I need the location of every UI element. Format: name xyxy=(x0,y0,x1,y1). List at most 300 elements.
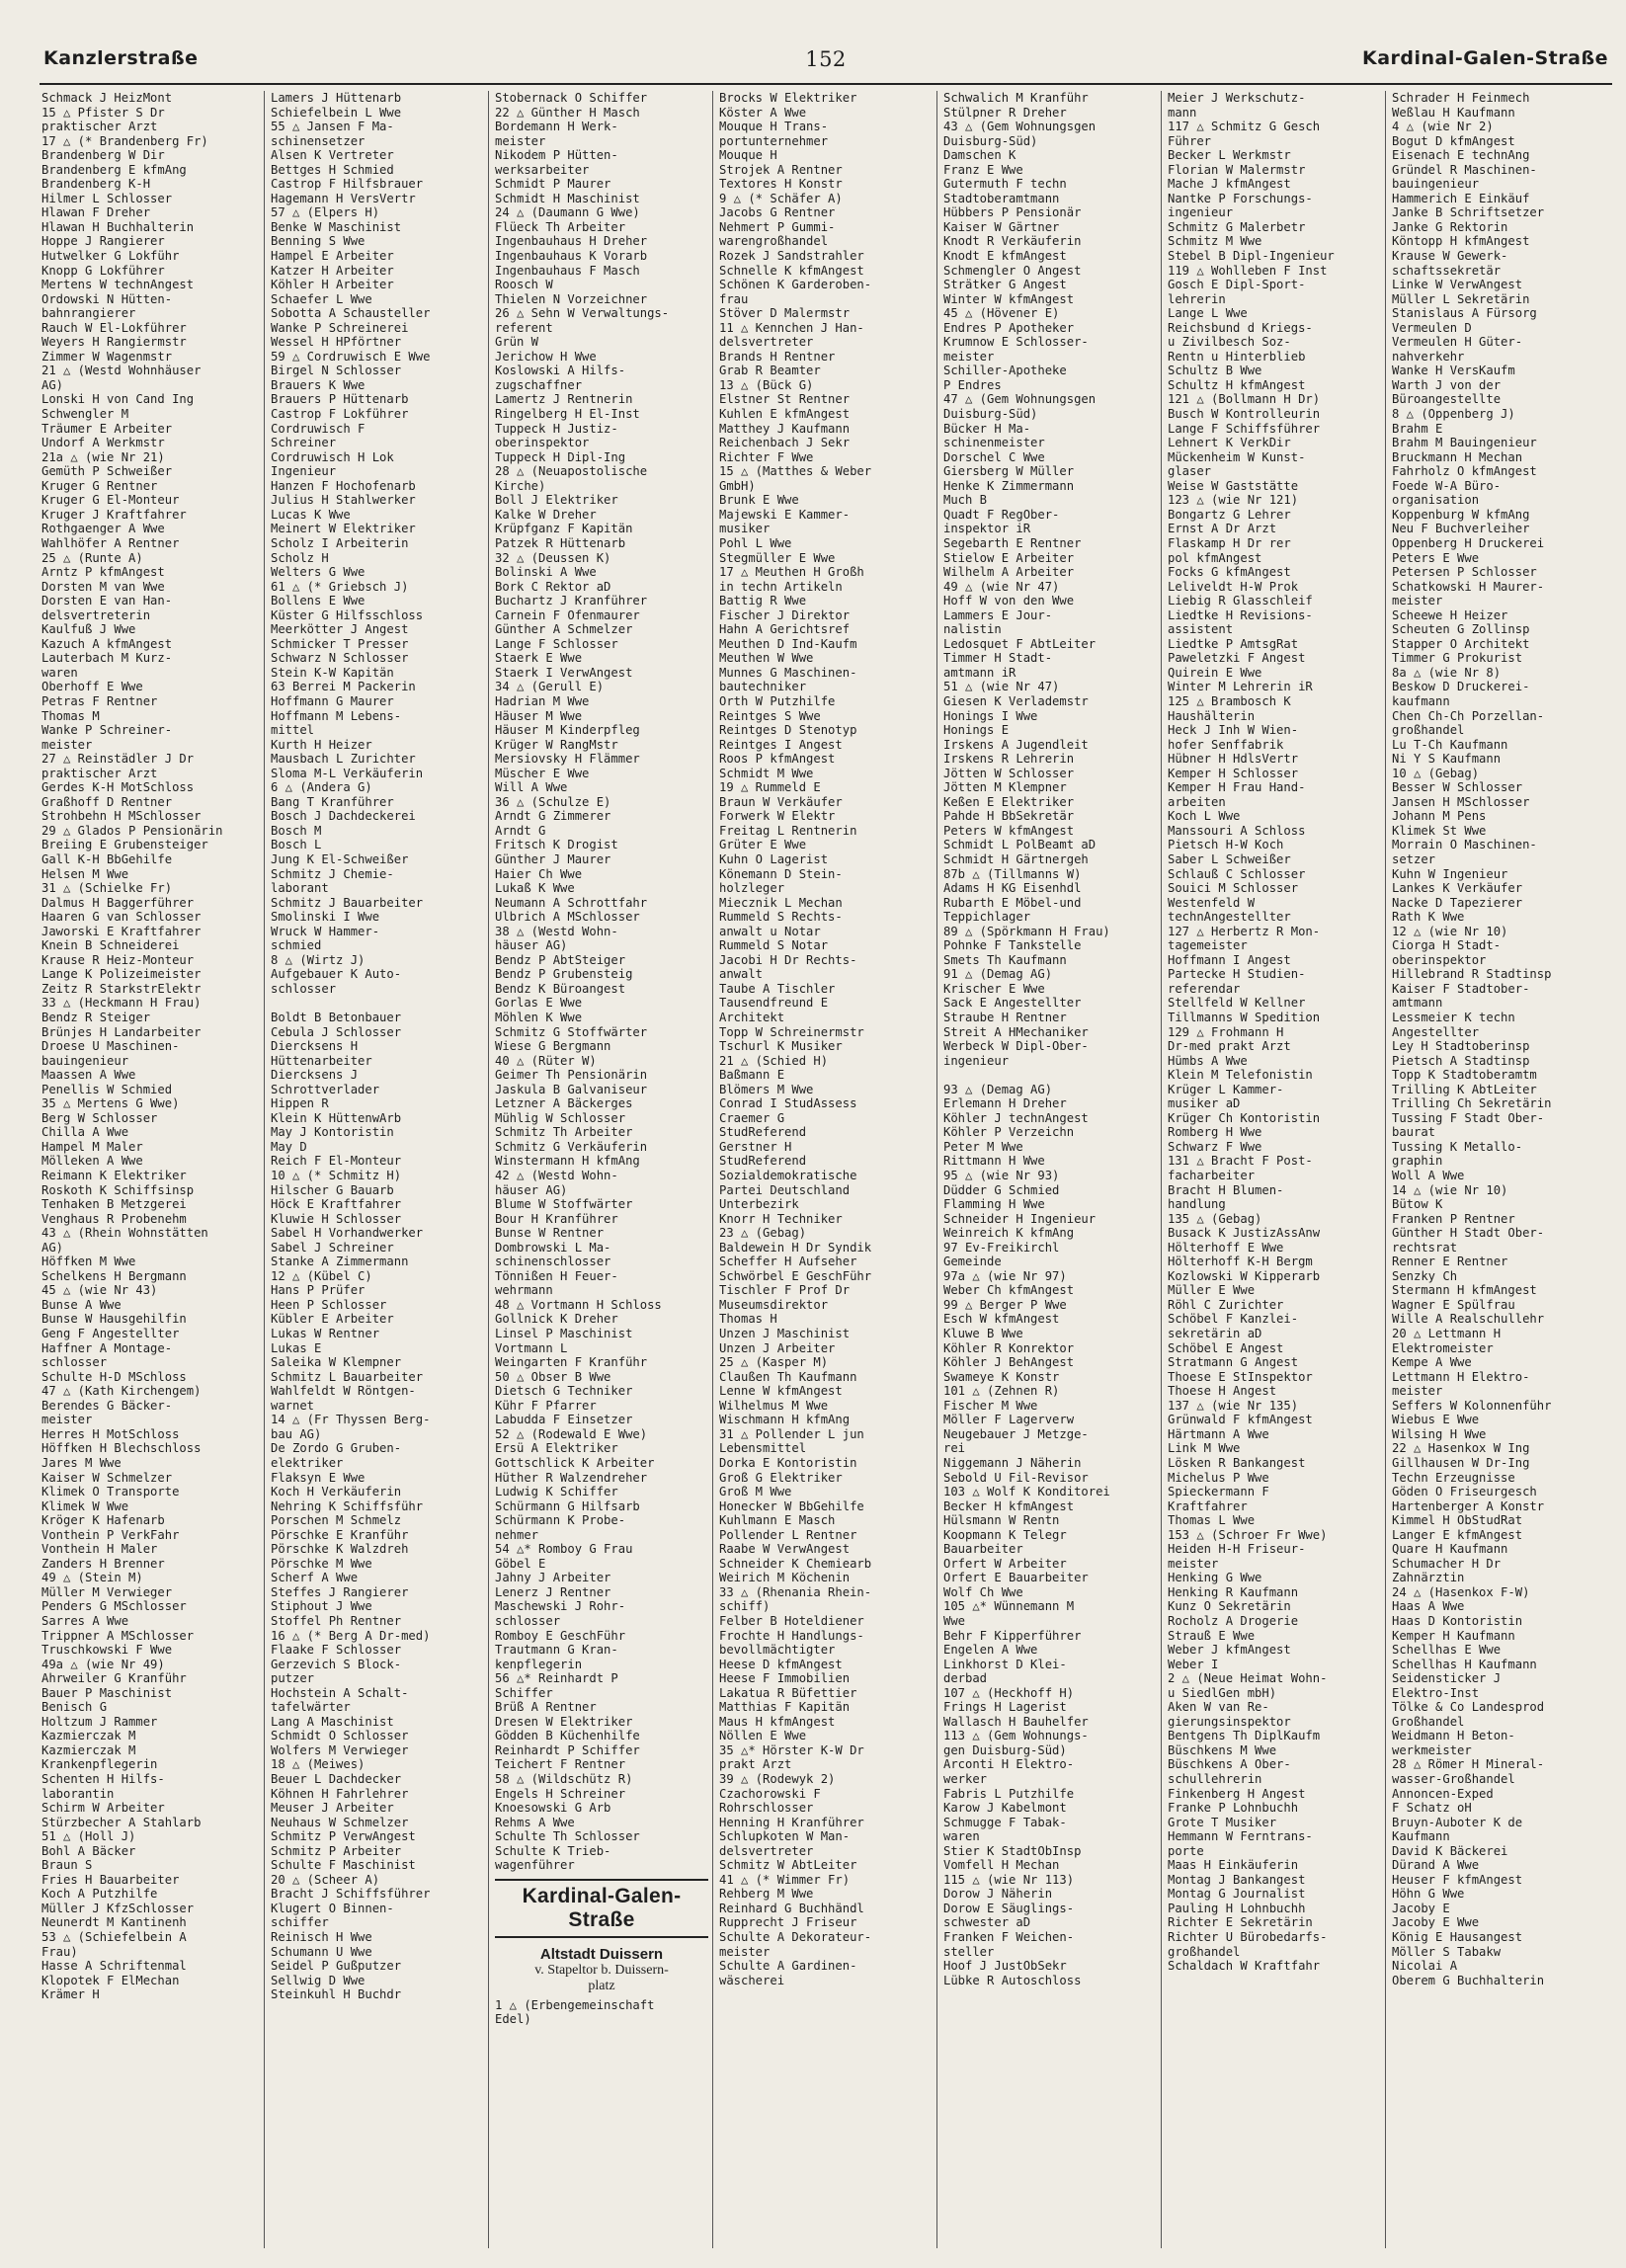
directory-entry: Chen Ch-Ch Porzellan- xyxy=(1392,708,1545,723)
directory-entry: 49a △ (wie Nr 49) xyxy=(41,1657,165,1671)
directory-entry: referent xyxy=(495,320,553,335)
directory-entry: 12 △ (wie Nr 10) xyxy=(1392,924,1508,938)
directory-entry: 11 △ Kennchen J Han- xyxy=(719,320,864,335)
directory-entry: Fritsch K Drogist xyxy=(495,838,618,852)
directory-entry: Frochte H Handlungs- xyxy=(719,1628,864,1643)
directory-entry: Becker H kfmAngest xyxy=(943,1498,1075,1513)
directory-entry: Claußen Th Kaufmann xyxy=(719,1369,857,1384)
directory-entry: Hüttenarbeiter xyxy=(271,1053,372,1068)
directory-entry: Engelen A Wwe xyxy=(943,1643,1038,1658)
directory-entry: Schmitz G Stoffwärter xyxy=(495,1024,648,1039)
directory-entry: Swameye K Konstr xyxy=(943,1369,1060,1384)
directory-entry: Schmitz Th Arbeiter xyxy=(495,1125,633,1140)
directory-entry: arbeiten xyxy=(1168,794,1226,809)
directory-entry: Lenne W kfmAngest xyxy=(719,1384,843,1399)
directory-entry: Tischler F Prof Dr xyxy=(719,1283,851,1298)
directory-entry: Carnein F Ofenmaurer xyxy=(495,608,640,622)
directory-entry: Oberem G Buchhalterin xyxy=(1392,1973,1545,1987)
directory-entry: Heuser F kfmAngest xyxy=(1392,1872,1523,1887)
directory-entry: 4 △ (wie Nr 2) xyxy=(1392,120,1494,134)
directory-entry: 113 △ (Gem Wohnungs- xyxy=(943,1729,1089,1743)
directory-entry: 42 △ (Westd Wohn- xyxy=(495,1169,618,1183)
directory-entry: 18 △ (Meiwes) xyxy=(271,1757,366,1772)
directory-entry: David K Bäckerei xyxy=(1392,1843,1508,1858)
directory-entry: 43 △ (Gem Wohnungsgen xyxy=(943,120,1097,134)
directory-entry: Knoesowski G Arb xyxy=(495,1801,611,1816)
directory-entry: Koch L Wwe xyxy=(1168,809,1241,824)
directory-entry: Schelkens H Bergmann xyxy=(41,1268,187,1283)
directory-entry: schmied xyxy=(271,938,322,953)
directory-entry: Katzer H Arbeiter xyxy=(271,263,394,278)
directory-entry: Henking G Wwe xyxy=(1168,1571,1262,1585)
directory-entry: 91 △ (Demag AG) xyxy=(943,967,1053,982)
directory-entry: Gorlas E Wwe xyxy=(495,996,583,1011)
directory-entry: Warth J von der xyxy=(1392,377,1502,392)
directory-entry: Arntz P kfmAngest xyxy=(41,565,165,580)
directory-entry: Dorsten M van Wwe xyxy=(41,579,165,594)
directory-entry: inspektor iR xyxy=(943,522,1031,536)
directory-entry: oberinspektor xyxy=(495,436,590,450)
directory-entry: Lukas E xyxy=(271,1340,322,1355)
directory-entry: Schwarz N Schlosser xyxy=(271,651,409,666)
directory-entry: Höhn G Wwe xyxy=(1392,1887,1465,1902)
directory-entry: Haas D Kontoristin xyxy=(1392,1613,1523,1628)
directory-entry: rei xyxy=(943,1441,966,1456)
directory-entry: Maschewski J Rohr- xyxy=(495,1599,626,1614)
directory-entry: meister xyxy=(943,349,995,364)
directory-entry: Trautmann G Kran- xyxy=(495,1643,618,1658)
directory-entry: Reintges I Angest xyxy=(719,737,843,752)
directory-entry: nahverkehr xyxy=(1392,349,1465,364)
directory-entry: Ernst A Dr Arzt xyxy=(1168,522,1277,536)
directory-entry: Stürzbecher A Stahlarb xyxy=(41,1815,202,1829)
directory-entry: Meier J Werkschutz- xyxy=(1168,91,1306,105)
directory-entry: Cordruwisch H Lok xyxy=(271,449,394,464)
directory-entry: 115 △ (wie Nr 113) xyxy=(943,1872,1075,1887)
directory-entry: Wiese G Bergmann xyxy=(495,1039,611,1054)
directory-entry: Langer E kfmAngest xyxy=(1392,1527,1523,1542)
directory-entry: Pohl L Wwe xyxy=(719,535,792,550)
directory-entry: Düdder G Schmied xyxy=(943,1182,1060,1197)
directory-entry: 119 △ Wohlleben F Inst xyxy=(1168,263,1328,278)
directory-entry: Techn Erzeugnisse xyxy=(1392,1470,1515,1485)
directory-entry: Schumacher H Dr xyxy=(1392,1556,1502,1571)
directory-entry: Reinhardt P Schiffer xyxy=(495,1742,640,1757)
directory-entry: Krüger Ch Kontoristin xyxy=(1168,1110,1321,1125)
directory-entry: nehmer xyxy=(495,1527,539,1542)
directory-entry: 9 △ (* Schäfer A) xyxy=(719,191,843,205)
directory-entry: wagenführer xyxy=(495,1858,575,1873)
directory-entry: Lakatua R Büfettier xyxy=(719,1685,857,1700)
directory-entry: Stanke A Zimmermann xyxy=(271,1255,409,1269)
directory-entry: Stapper O Architekt xyxy=(1392,636,1530,651)
directory-entry: Florian W Malermstr xyxy=(1168,162,1306,177)
directory-entry: Unterbezirk xyxy=(719,1197,799,1212)
directory-entry: Graßhoff D Rentner xyxy=(41,794,173,809)
directory-entry: Vermeulen D xyxy=(1392,320,1472,335)
directory-entry: Reintges S Wwe xyxy=(719,708,821,723)
directory-entry: Grünwald F kfmAngest xyxy=(1168,1413,1313,1427)
directory-entry: Gerzevich S Block- xyxy=(271,1657,402,1671)
directory-entry: Staerk E Wwe xyxy=(495,651,583,666)
directory-entry: Lessmeier K techn xyxy=(1392,1011,1515,1024)
directory-entry: Brahm E xyxy=(1392,421,1443,436)
directory-entry: Henning H Kranführer xyxy=(719,1815,864,1829)
directory-entry: Göbel E xyxy=(495,1556,546,1571)
directory-entry: Labudda F Einsetzer xyxy=(495,1413,633,1427)
directory-entry: Jaworski E Kraftfahrer xyxy=(41,924,202,938)
directory-entry: häuser AG) xyxy=(495,1182,568,1197)
directory-entry: Leliveldt H-W Prok xyxy=(1168,579,1299,594)
directory-entry: porte xyxy=(1168,1843,1204,1858)
directory-entry: 29 △ Glados P Pensionärin xyxy=(41,823,223,838)
directory-entry: Berendes G Bäcker- xyxy=(41,1398,173,1413)
directory-entry: Schiffer xyxy=(495,1685,553,1700)
directory-entry: steller xyxy=(943,1944,995,1959)
directory-entry: Möller S Tabakw xyxy=(1392,1944,1502,1959)
directory-entry: Erlemann H Dreher xyxy=(943,1096,1067,1111)
directory-entry: P Endres xyxy=(943,377,1002,392)
directory-entry: Droese U Maschinen- xyxy=(41,1039,180,1054)
directory-entry: 125 △ Brambosch K xyxy=(1168,693,1291,708)
directory-entry: Zimmer W Wagenmstr xyxy=(41,349,173,364)
directory-entry: Zanders H Brenner xyxy=(41,1556,165,1571)
directory-entry: Undorf A Werkmstr xyxy=(41,436,165,450)
directory-entry: Museumsdirektor xyxy=(719,1297,829,1312)
directory-entry: Kaiser W Schmelzer xyxy=(41,1470,173,1485)
directory-entry: Besser W Schlosser xyxy=(1392,780,1523,795)
directory-entry: Trilling K AbtLeiter xyxy=(1392,1082,1537,1096)
directory-entry: Köhler J BehAngest xyxy=(943,1355,1075,1370)
directory-entry: Kruger J Kraftfahrer xyxy=(41,507,187,522)
directory-entry: Hölterhoff E Wwe xyxy=(1168,1240,1284,1255)
directory-entry: Schultz B Wwe xyxy=(1168,364,1262,378)
directory-entry: meister xyxy=(495,133,546,148)
directory-entry: Müller M Verwieger xyxy=(41,1584,173,1599)
directory-entry: Elstner St Rentner xyxy=(719,392,851,407)
street-description: v. Stapeltor b. Duissern- xyxy=(534,1962,669,1978)
directory-entry: Flaskamp H Dr rer xyxy=(1168,535,1291,550)
directory-entry: Schlauß C Schlosser xyxy=(1168,866,1306,881)
directory-entry: Berg W Schlosser xyxy=(41,1110,158,1125)
directory-entry: Geimer Th Pensionärin xyxy=(495,1068,648,1083)
directory-entry: Liedtke P AmtsgRat xyxy=(1168,636,1299,651)
directory-entry: Battig R Wwe xyxy=(719,594,807,608)
directory-entry: Stellfeld W Kellner xyxy=(1168,996,1306,1011)
directory-entry: Jacobi H Dr Rechts- xyxy=(719,952,857,967)
directory-entry: 121 △ (Bollmann H Dr) xyxy=(1168,392,1321,407)
directory-entry: Roosch W xyxy=(495,278,553,292)
directory-entry: Pörschke M Wwe xyxy=(271,1556,372,1571)
directory-entry: Köhler H Arbeiter xyxy=(271,278,394,292)
directory-entry: 89 △ (Spörkmann H Frau) xyxy=(943,924,1110,938)
directory-entry: Wilhelmus M Wwe xyxy=(719,1398,829,1413)
directory-entry: Klimek W Wwe xyxy=(41,1498,129,1513)
directory-entry: Krüpfganz F Kapitän xyxy=(495,522,633,536)
directory-entry: Lehnert K VerkDir xyxy=(1168,436,1291,450)
directory-entry: baurat xyxy=(1392,1125,1436,1140)
directory-entry: Reinhard G Buchhändl xyxy=(719,1901,864,1915)
directory-entry: Linke W VerwAngest xyxy=(1392,278,1523,292)
directory-entry: Bracht H Blumen- xyxy=(1168,1182,1284,1197)
directory-entry: Ingenbauhaus F Masch xyxy=(495,263,640,278)
directory-entry: delsvertreterin xyxy=(41,608,151,622)
directory-entry: Miecznik L Mechan xyxy=(719,895,843,910)
directory-entry: Wolf Ch Wwe xyxy=(943,1584,1023,1599)
directory-entry: Lu T-Ch Kaufmann xyxy=(1392,737,1508,752)
directory-entry: Weingarten F Kranführ xyxy=(495,1355,648,1370)
directory-entry: Wilsing H Wwe xyxy=(1392,1426,1487,1441)
directory-entry: Nöllen E Wwe xyxy=(719,1729,807,1743)
directory-entry: Kuhlen E kfmAngest xyxy=(719,407,851,422)
directory-entry: 8 △ (Oppenberg J) xyxy=(1392,407,1515,422)
directory-entry: Dresen W Elektriker xyxy=(495,1714,633,1729)
directory-entry: Kluwie H Schlosser xyxy=(271,1211,402,1226)
directory-entry: Grüter E Wwe xyxy=(719,838,807,852)
directory-entry: Hübner H HdlsVertr xyxy=(1168,752,1299,767)
directory-entry: Schulte F Maschinist xyxy=(271,1858,416,1873)
directory-entry: 36 △ (Schulze E) xyxy=(495,794,611,809)
directory-entry: Ahrweiler G Kranführ xyxy=(41,1671,187,1686)
directory-entry: Müller J KfzSchlosser xyxy=(41,1901,195,1915)
directory-entry: kenpflegerin xyxy=(495,1657,583,1671)
directory-entry: Jacoby E Wwe xyxy=(1392,1915,1480,1930)
directory-entry: Hochstein A Schalt- xyxy=(271,1685,409,1700)
directory-entry: Koch H Verkäuferin xyxy=(271,1485,402,1499)
directory-entry: Kaiser F Stadtober- xyxy=(1392,981,1530,996)
directory-entry: Benning S Wwe xyxy=(271,234,366,249)
directory-entry: 52 △ (Rodewald E Wwe) xyxy=(495,1426,648,1441)
directory-entry: Senzky Ch xyxy=(1392,1268,1458,1283)
directory-entry: Streit A HMechaniker xyxy=(943,1024,1089,1039)
directory-entry: Gödden B Küchenhilfe xyxy=(495,1729,640,1743)
directory-entry: Nacke D Tapezierer xyxy=(1392,895,1523,910)
directory-entry: 35 △* Hörster K-W Dr xyxy=(719,1742,864,1757)
directory-entry: Duisburg-Süd) xyxy=(943,407,1038,422)
directory-entry: 19 △ Rummeld E xyxy=(719,780,821,795)
directory-entry: Schatkowski H Maurer- xyxy=(1392,579,1545,594)
directory-entry: 25 △ (Kasper M) xyxy=(719,1355,829,1370)
directory-entry: Paweletzki F Angest xyxy=(1168,651,1306,666)
directory-entry: Honecker W BbGehilfe xyxy=(719,1498,864,1513)
directory-entry: Schmengler O Angest xyxy=(943,263,1082,278)
directory-entry: Much B xyxy=(943,493,988,508)
directory-entry: Unzen J Maschinist xyxy=(719,1327,851,1341)
directory-entry: Koppenburg W kfmAng xyxy=(1392,507,1530,522)
directory-entry: 12 △ (Kübel C) xyxy=(271,1268,372,1283)
directory-entry: Winter W kfmAngest xyxy=(943,291,1075,306)
directory-entry: Jung K El-Schweißer xyxy=(271,851,409,866)
directory-entry: 50 △ Obser B Wwe xyxy=(495,1369,611,1384)
directory-entry: setzer xyxy=(1392,851,1436,866)
directory-entry: GmbH) xyxy=(719,478,756,493)
directory-entry: Boldt B Betonbauer xyxy=(271,1011,402,1024)
directory-entry: oberinspektor xyxy=(1392,952,1487,967)
directory-entry: Kaiser W Gärtner xyxy=(943,219,1060,234)
directory-entry: Schulte A Dekorateur- xyxy=(719,1930,872,1944)
directory-entry: Duisburg-Süd) xyxy=(943,133,1038,148)
directory-entry: Brandenberg E kfmAng xyxy=(41,162,187,177)
directory-entry: Adams H KG Eisenhdl xyxy=(943,881,1082,896)
directory-entry: Wanke P Schreinerei xyxy=(271,320,409,335)
directory-entry: Kazmierczak M xyxy=(41,1742,136,1757)
directory-entry: Maassen A Wwe xyxy=(41,1068,136,1083)
directory-entry: Seidel P Gußputzer xyxy=(271,1959,402,1974)
directory-entry: Pohnke F Tankstelle xyxy=(943,938,1082,953)
directory-entry: 34 △ (Gerull E) xyxy=(495,680,605,694)
directory-entry: Klimek O Transporte xyxy=(41,1485,180,1499)
directory-entry: Franz E Wwe xyxy=(943,162,1023,177)
directory-entry: Knodt R Verkäuferin xyxy=(943,234,1082,249)
directory-entry: tafelwärter xyxy=(271,1700,351,1715)
directory-entry: Meerkötter J Angest xyxy=(271,622,409,637)
directory-entry: Haffner A Montage- xyxy=(41,1340,173,1355)
directory-entry: Bollens E Wwe xyxy=(271,594,366,608)
directory-entry: 45 △ (Hövener E) xyxy=(943,306,1060,321)
directory-entry: Strohbehn H MSchlosser xyxy=(41,809,202,824)
directory-entry: König E Hausangest xyxy=(1392,1930,1523,1944)
directory-entry: 47 △ (Gem Wohnungsgen xyxy=(943,392,1097,407)
directory-entry: 49 △ (Stein M) xyxy=(41,1571,143,1585)
directory-entry: Gall K-H BbGehilfe xyxy=(41,851,173,866)
directory-entry: Mouque H Trans- xyxy=(719,120,829,134)
directory-entry: Tuppeck H Justiz- xyxy=(495,421,618,436)
directory-entry: Krüger W RangMstr xyxy=(495,737,618,752)
directory-entry: Ingenieur xyxy=(271,464,337,479)
directory-entry: Timmer G Prokurist xyxy=(1392,651,1523,666)
header-street-from: Kanzlerstraße xyxy=(43,47,199,69)
directory-entry: Büschkens A Ober- xyxy=(1168,1757,1291,1772)
directory-entry: Maas H Einkäuferin xyxy=(1168,1858,1299,1873)
directory-entry: Elektro-Inst xyxy=(1392,1685,1480,1700)
directory-entry: Spieckermann F xyxy=(1168,1485,1269,1499)
directory-entry: schinenschlosser xyxy=(495,1255,611,1269)
directory-entry: Oppenberg H Druckerei xyxy=(1392,535,1545,550)
directory-entry: meister xyxy=(41,1413,93,1427)
directory-entry: Sarres A Wwe xyxy=(41,1613,129,1628)
directory-entry: Quare H Kaufmann xyxy=(1392,1542,1508,1557)
directory-entry: Kirche) xyxy=(495,478,546,493)
directory-entry: Sozialdemokratische xyxy=(719,1169,857,1183)
directory-entry: Lamertz J Rentnerin xyxy=(495,392,633,407)
directory-entry: frau xyxy=(719,291,749,306)
header-street-to: Kardinal-Galen-Straße xyxy=(1361,47,1608,69)
directory-entry: praktischer Arzt xyxy=(41,120,158,134)
directory-entry: Gerdes K-H MotSchloss xyxy=(41,780,195,795)
directory-entry: 93 △ (Demag AG) xyxy=(943,1082,1053,1096)
directory-entry: Gemeinde xyxy=(943,1255,1002,1269)
directory-entry: Ciorga H Stadt- xyxy=(1392,938,1502,953)
directory-entry: Gutermuth F techn xyxy=(943,177,1067,192)
directory-entry: Kempe A Wwe xyxy=(1392,1355,1472,1370)
directory-entry: Hilscher G Bauarb xyxy=(271,1182,394,1197)
directory-entry xyxy=(943,1068,1157,1083)
directory-entry: 127 △ Herbertz R Mon- xyxy=(1168,924,1321,938)
directory-entry: Dr-med prakt Arzt xyxy=(1168,1039,1291,1054)
directory-entry: Woll A Wwe xyxy=(1392,1169,1465,1183)
directory-entry: Baldewein H Dr Syndik xyxy=(719,1240,872,1255)
directory-entry: wehrmann xyxy=(495,1283,553,1298)
directory-entry: Schöbel F Kanzlei- xyxy=(1168,1312,1299,1327)
directory-entry: putzer xyxy=(271,1671,315,1686)
directory-entry: Schmidt O Schlosser xyxy=(271,1729,409,1743)
directory-entry: Schaefer L Wwe xyxy=(271,291,372,306)
directory-entry: 2 △ (Neue Heimat Wohn- xyxy=(1168,1671,1328,1686)
directory-entry: Maus H kfmAngest xyxy=(719,1714,836,1729)
directory-entry: Hümbs A Wwe xyxy=(1168,1053,1248,1068)
directory-entry: Timmer H Stadt- xyxy=(943,651,1053,666)
directory-entry: Hoff W von den Wwe xyxy=(943,594,1075,608)
directory-entry: graphin xyxy=(1392,1154,1443,1169)
directory-entry: Scholz I Arbeiterin xyxy=(271,535,409,550)
directory-entry: Haier Ch Wwe xyxy=(495,866,583,881)
directory-entry: Bücker H Ma- xyxy=(943,421,1031,436)
directory-entry: 22 △ Hasenkox W Ing xyxy=(1392,1441,1530,1456)
directory-entry: Schiefelbein L Wwe xyxy=(271,105,402,120)
directory-entry: Helsen M Wwe xyxy=(41,866,129,881)
directory-entry: Orfert W Arbeiter xyxy=(943,1556,1067,1571)
directory-entry: Kurth H Heizer xyxy=(271,737,372,752)
directory-entry: 53 △ (Schiefelbein A xyxy=(41,1930,187,1944)
directory-entry: holzleger xyxy=(719,881,785,896)
directory-entry: Günther A Schmelzer xyxy=(495,622,633,637)
directory-entry: Müller E Wwe xyxy=(1168,1283,1256,1298)
directory-entry: Hasse A Schriftenmal xyxy=(41,1959,187,1974)
directory-entry: delsvertreter xyxy=(719,335,814,350)
directory-entry: Thoese H Angest xyxy=(1168,1384,1277,1399)
directory-entry: Petersen P Schlosser xyxy=(1392,565,1537,580)
directory-entry: Stratmann G Angest xyxy=(1168,1355,1299,1370)
directory-entry: Röhl C Zurichter xyxy=(1168,1297,1284,1312)
directory-entry: Bendz K Büroangest xyxy=(495,981,626,996)
directory-entry: Schultz H kfmAngest xyxy=(1168,377,1306,392)
directory-entry: Gollnick K Dreher xyxy=(495,1312,618,1327)
directory-entry: Karow J Kabelmont xyxy=(943,1801,1067,1816)
directory-entry: derbad xyxy=(943,1671,988,1686)
directory-entry: gierungsinspektor xyxy=(1168,1714,1291,1729)
directory-entry: Vermeulen H Güter- xyxy=(1392,335,1523,350)
directory-entry: Wagner E Spülfrau xyxy=(1392,1297,1515,1312)
directory-entry: Busack K JustizAssAnw xyxy=(1168,1226,1321,1241)
directory-entry: Jahny J Arbeiter xyxy=(495,1571,611,1585)
directory-entry: Link M Wwe xyxy=(1168,1441,1241,1456)
directory-entry: Schmitz W AbtLeiter xyxy=(719,1858,857,1873)
directory-entry: Höffken H Blechschloss xyxy=(41,1441,202,1456)
directory-entry: referendar xyxy=(1168,981,1241,996)
directory-entry: Dombrowski L Ma- xyxy=(495,1240,611,1255)
directory-entry: Brauers K Wwe xyxy=(271,377,366,392)
directory-entry: Weidmann H Beton- xyxy=(1392,1729,1515,1743)
directory-entry: Peter M Wwe xyxy=(943,1139,1023,1154)
directory-entry: Stebel B Dipl-Ingenieur xyxy=(1168,249,1335,264)
directory-entry: Klein M Telefonistin xyxy=(1168,1068,1313,1083)
directory-entry: Birgel N Schlosser xyxy=(271,364,402,378)
directory-entry: Neumann A Schrottfahr xyxy=(495,895,648,910)
directory-entry: Ni Y S Kaufmann xyxy=(1392,752,1502,767)
directory-entry: Vonthein P VerkFahr xyxy=(41,1527,180,1542)
directory-entry: Lukas W Rentner xyxy=(271,1327,380,1341)
directory-entry: Lammers E Jour- xyxy=(943,608,1053,622)
directory-entry: Giersberg W Müller xyxy=(943,464,1075,479)
directory-entry: Steinkuhl H Buchdr xyxy=(271,1987,402,2002)
directory-entry: mann xyxy=(1168,105,1197,120)
directory-entry: Reinisch H Wwe xyxy=(271,1930,372,1944)
directory-entry: 123 △ (wie Nr 121) xyxy=(1168,493,1299,508)
directory-entry: 8a △ (wie Nr 8) xyxy=(1392,665,1502,680)
directory-entry: Jacoby E xyxy=(1392,1901,1450,1915)
directory-entry: musiker aD xyxy=(1168,1096,1241,1111)
directory-entry: Chilla A Wwe xyxy=(41,1125,129,1140)
